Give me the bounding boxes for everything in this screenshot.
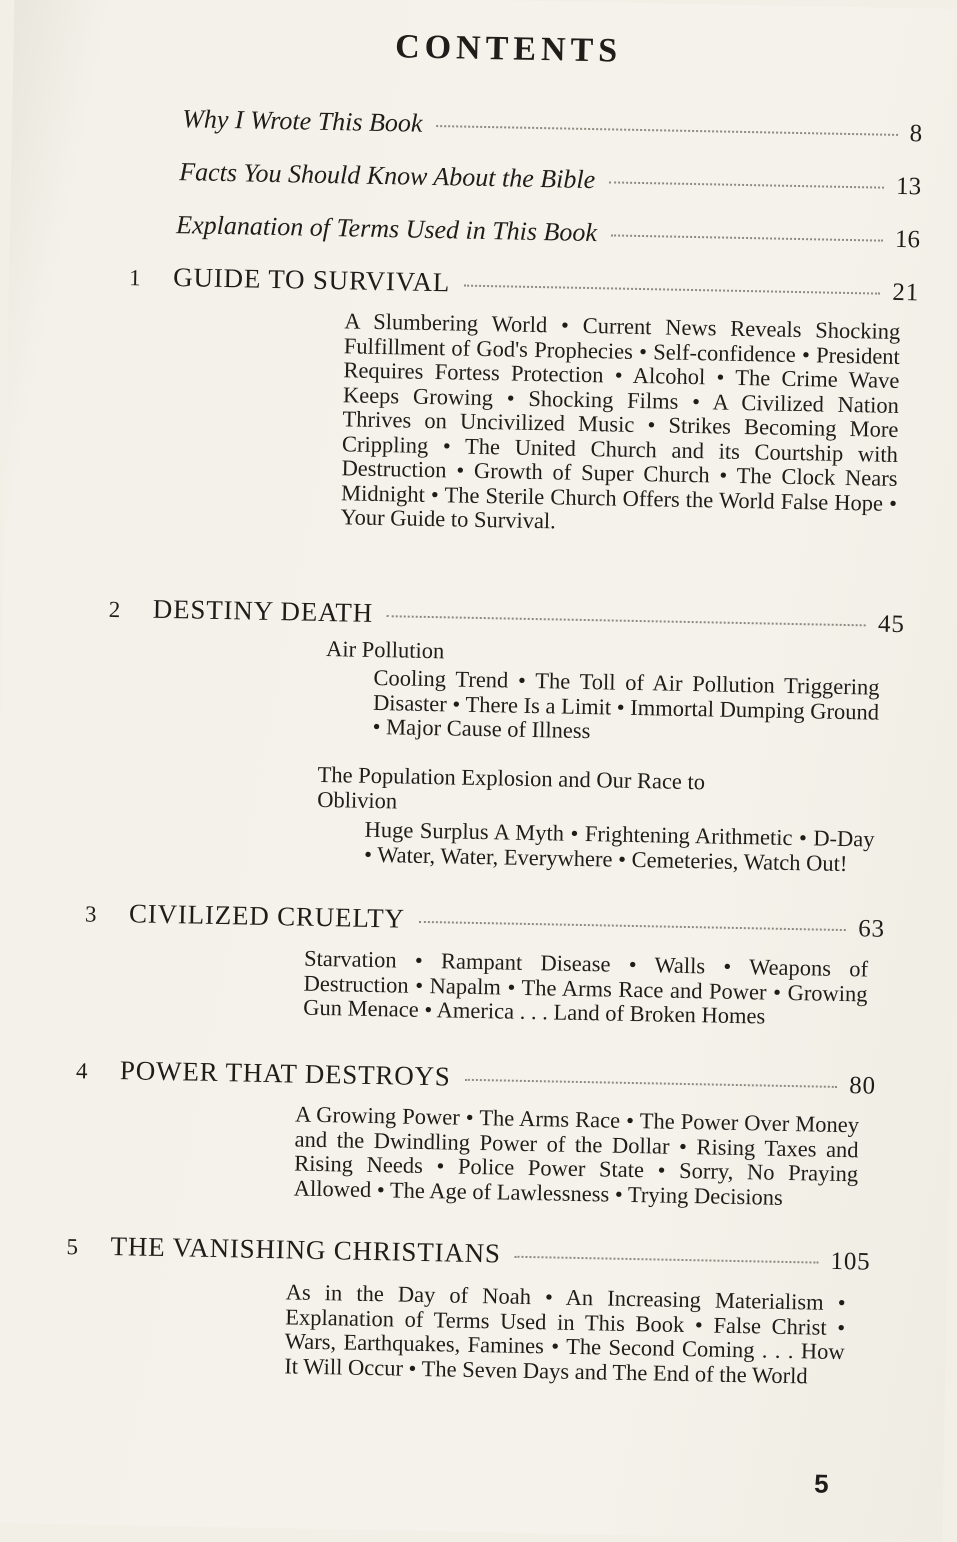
page-number: 80 xyxy=(848,1072,877,1100)
dot-leader xyxy=(387,615,866,626)
chapter-description: As in the Day of Noah • An Increasing Materialism • Explanation of Terms Used in This Book • False Christ • Wars, Earthquakes, Famines • The Second Coming . . . How It Will Occur • The Seven Days and The End of the World xyxy=(284,1279,846,1388)
chapter-number: 2 xyxy=(108,596,122,623)
subsection-heading: Air Pollution xyxy=(325,636,445,664)
dot-leader xyxy=(436,125,897,136)
chapter-description: Starvation • Rampant Disease • Walls • Weapons of Destruction • Napalm • The Arms Race and Power • Growing Gun Menace • America . . . Land of Broken Homes xyxy=(302,945,869,1029)
chapter-title: POWER THAT DESTROYS xyxy=(119,1055,451,1092)
page-number: 63 xyxy=(857,915,886,943)
chapter-heading xyxy=(129,261,919,307)
chapter-heading xyxy=(76,1054,876,1100)
chapter-number: 4 xyxy=(75,1058,89,1084)
chapter-title: GUIDE TO SURVIVAL xyxy=(172,262,451,298)
chapter-title: THE VANISHING CHRISTIANS xyxy=(110,1231,502,1269)
dot-leader xyxy=(464,285,880,295)
chapter-title: DESTINY DEATH xyxy=(152,593,374,628)
dot-leader xyxy=(515,1256,819,1264)
chapter-number: 1 xyxy=(128,265,142,291)
front-matter-entry xyxy=(176,210,920,254)
subsection-heading: The Population Explosion and Our Race to Oblivion xyxy=(316,761,706,813)
dot-leader xyxy=(611,234,883,241)
chapter-number: 3 xyxy=(84,901,98,927)
front-matter-entry xyxy=(179,157,921,201)
page-number: 8 xyxy=(909,120,923,148)
contents-title: CONTENTS xyxy=(394,28,623,70)
dot-leader xyxy=(419,921,847,931)
chapter-number: 5 xyxy=(66,1234,80,1260)
entry-title: Facts You Should Know About the Bible xyxy=(178,157,596,195)
page-number: 45 xyxy=(877,610,905,639)
subsection-description: Huge Surplus A Myth • Frightening Arithmetic • D-Day • Water, Water, Everywhere • Cemeteries, Watch Out! xyxy=(363,816,875,876)
entry-title: Why I Wrote This Book xyxy=(181,104,423,138)
chapter-heading xyxy=(109,593,905,639)
entry-title: Explanation of Terms Used in This Book xyxy=(175,210,598,248)
chapter-title: CIVILIZED CRUELTY xyxy=(128,898,406,934)
page-number: 21 xyxy=(892,278,920,307)
chapter-heading xyxy=(66,1230,870,1276)
chapter-description: A Slumbering World • Current News Reveals Shocking Fulfillment of God's Prophecies • Self-confidence • President Requires Fortess Protection • Alcohol • The Crime Wave Keeps Growing • Shocking Films • A Civilized Nation Thrives on Uncivilized Music • Strikes Becoming More Crippling • The United Church and its Courtship with Destruction • Growth of Super Church • The Clock Nears Midnight • The Sterile Church Offers the World False Hope • Your Guide to Survival. xyxy=(340,308,901,534)
front-matter-entry xyxy=(182,104,922,148)
page-folio: 5 xyxy=(813,1468,829,1499)
page-number: 13 xyxy=(895,172,922,201)
subsection-description: Cooling Trend • The Toll of Air Pollution Triggering Disaster • There Is a Limit • Immortal Dumping Ground • Major Cause of Illness xyxy=(372,664,880,744)
dot-leader xyxy=(465,1079,838,1088)
page-number: 105 xyxy=(830,1247,871,1276)
chapter-description: A Growing Power • The Arms Race • The Power Over Money and the Dwindling Power of the Dollar • Rising Taxes and Rising Needs • Police Power State • Sorry, No Praying Allowed • The Age of Lawlessness • Trying Decisions xyxy=(293,1101,860,1210)
chapter-heading xyxy=(85,897,885,943)
dot-leader xyxy=(609,181,884,188)
page-number: 16 xyxy=(894,225,921,254)
